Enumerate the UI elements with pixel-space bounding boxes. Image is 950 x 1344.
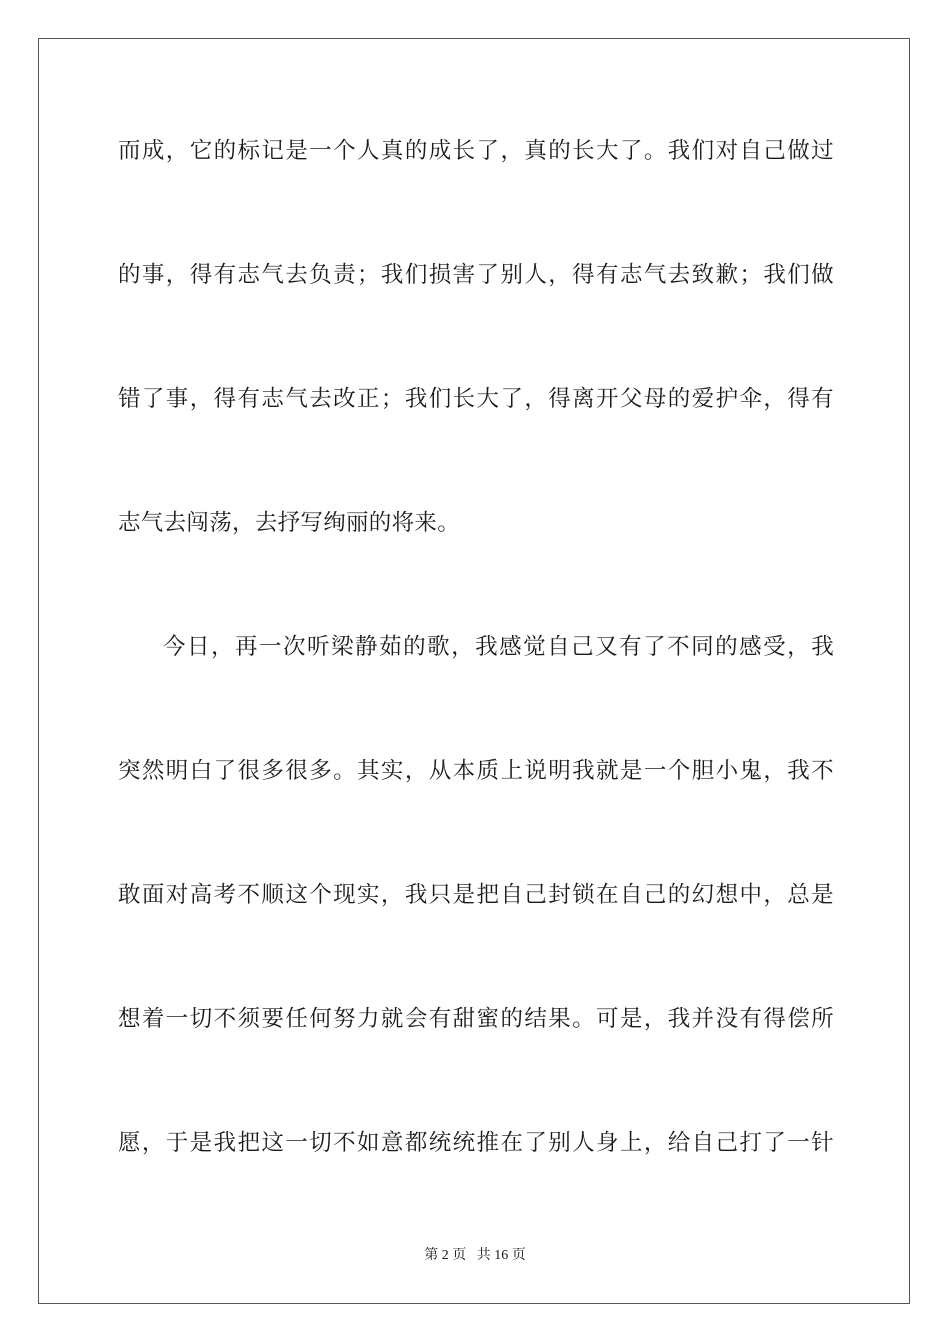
text-line: 突然明白了很多很多。其实，从本质上说明我就是一个胆小鬼，我不 xyxy=(118,758,834,784)
text-line: 志气去闯荡，去抒写绚丽的将来。 xyxy=(118,510,461,536)
text-line: 想着一切不须要任何努力就会有甜蜜的结果。可是，我并没有得偿所 xyxy=(118,1006,834,1032)
text-line: 而成，它的标记是一个人真的成长了，真的长大了。我们对自己做过 xyxy=(118,138,834,164)
page-footer xyxy=(0,1246,950,1266)
page-number: 第 2 页 xyxy=(424,1248,467,1263)
text-line: 错了事，得有志气去改正；我们长大了，得离开父母的爱护伞，得有 xyxy=(118,386,834,412)
page-border xyxy=(38,38,910,1304)
text-line: 愿，于是我把这一切不如意都统统推在了别人身上，给自己打了一针 xyxy=(118,1130,834,1156)
text-line: 的事，得有志气去负责；我们损害了别人，得有志气去致歉；我们做 xyxy=(118,262,834,288)
text-line: 今日，再一次听梁静茹的歌，我感觉自己又有了不同的感受，我 xyxy=(163,634,834,660)
page-total: 共 16 页 xyxy=(476,1248,526,1263)
text-line: 敢面对高考不顺这个现实，我只是把自己封锁在自己的幻想中，总是 xyxy=(118,882,834,908)
